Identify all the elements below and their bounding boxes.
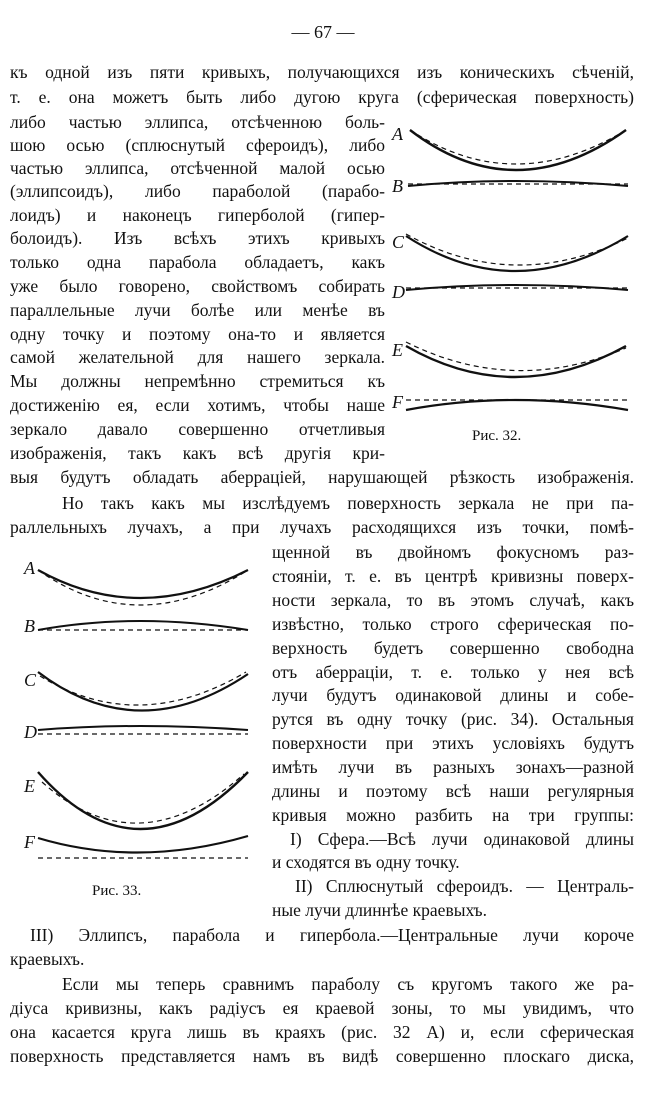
- text-line: имѣть лучи въ разныхъ зонахъ—разной: [272, 757, 634, 777]
- fig32-label-a: A: [392, 124, 403, 144]
- fig32-label-c: C: [392, 232, 405, 252]
- fig33-curve-c-dashed: [40, 672, 246, 705]
- text-line: одну точку и поэтому она-то и является: [10, 324, 385, 344]
- text-line: выя будутъ обладать аберраціей, нарушающей рѣзкость изображенія.: [10, 467, 634, 487]
- fig32-label-d: D: [392, 282, 405, 302]
- text-line: раллельныхъ лучахъ, а при лучахъ расходящихся изъ точки, помѣ-: [10, 517, 634, 537]
- fig32-curve-e-dashed: [406, 342, 626, 371]
- text-line: рутся въ одну точку (рис. 34). Остальныя: [272, 709, 634, 729]
- fig33-label-c: C: [24, 670, 37, 690]
- text-line: достиженію ея, если хотимъ, чтобы наше: [10, 395, 385, 415]
- fig32-curve-e-solid: [406, 346, 626, 377]
- text-line: изображенія, такъ какъ всѣ другія кри-: [10, 443, 385, 463]
- fig33-curve-a-dashed: [38, 570, 248, 605]
- fig33-curve-d-solid: [38, 726, 248, 730]
- fig32-label-f: F: [392, 392, 403, 412]
- text-line: самой желательной для нашего зеркала.: [10, 347, 385, 367]
- text-line: либо частью эллипса, отсѣченною боль-: [10, 112, 385, 132]
- text-line: къ одной изъ пяти кривыхъ, получающихся изъ коническихъ сѣченій,: [10, 62, 634, 82]
- fig33-curve-b-solid: [38, 621, 248, 630]
- text-line: частью эллипса, отсѣченной малой осью: [10, 158, 385, 178]
- text-line: зеркало давало совершенно отчетливыя: [10, 419, 385, 439]
- page-number: — 67 —: [291, 22, 355, 42]
- text-line: уже было говорено, свойствомъ собирать: [10, 276, 385, 296]
- text-line: и сходятся въ одну точку.: [272, 852, 460, 872]
- fig32-label-e: E: [392, 340, 403, 360]
- text-line: параллельные лучи болѣе или менѣе въ: [10, 300, 385, 320]
- text-line: лучи будутъ одинаковой длины и собе-: [272, 685, 634, 705]
- text-line: она касается круга лишь въ краяхъ (рис. 32 А) и, если сферическая: [10, 1022, 634, 1042]
- text-line: II) Сплюснутый сфероидъ. — Централь-: [295, 876, 634, 896]
- text-line: только одна парабола обладаетъ, какъ: [10, 252, 385, 272]
- fig32-curve-f-solid: [406, 400, 628, 410]
- text-line: ности зеркала, то въ этомъ случаѣ, какъ: [272, 590, 634, 610]
- text-line: кривыя можно разбить на три группы:: [272, 805, 634, 825]
- fig33-label-a: A: [24, 558, 35, 578]
- fig32-curve-a-dashed: [410, 130, 626, 164]
- fig32-label-b: B: [392, 176, 403, 196]
- text-line: (эллипсоидъ), либо параболой (парабо-: [10, 181, 385, 201]
- text-line: Но такъ какъ мы изслѣдуемъ поверхность зеркала не при па-: [62, 493, 634, 513]
- text-line: верхность будетъ совершенно свободна: [272, 638, 634, 658]
- fig33-caption: Рис. 33.: [92, 883, 142, 899]
- text-line: краевыхъ.: [10, 949, 85, 969]
- text-line: отъ аберраціи, т. е. только у нея всѣ: [272, 662, 634, 682]
- text-line: щенной въ двойномъ фокусномъ раз-: [272, 542, 634, 562]
- text-line: извѣстно, только строго сферическая по-: [272, 614, 634, 634]
- fig32-curve-a-solid: [410, 130, 626, 170]
- text-line: Если мы теперь сравнимъ параболу съ кругомъ такого же ра-: [62, 974, 634, 994]
- fig33-curve-e-solid: [38, 772, 248, 829]
- text-line: длины и поэтому всѣ наши регулярныя: [272, 781, 634, 801]
- fig33-label-e: E: [24, 776, 35, 796]
- text-line: поверхность представляется намъ въ видѣ совершенно плоскаго диска,: [10, 1046, 634, 1066]
- fig32-curve-c-solid: [406, 236, 628, 271]
- text-line: поверхности при этихъ условіяхъ будутъ: [272, 733, 634, 753]
- text-line: I) Сфера.—Всѣ лучи одинаковой длины: [290, 829, 634, 849]
- text-line: діуса кривизны, какъ радіусъ ея краевой зоны, то мы увидимъ, что: [10, 998, 634, 1018]
- text-line: болоидъ). Изъ всѣхъ этихъ кривыхъ: [10, 228, 385, 248]
- text-line: ные лучи длиннѣе краевыхъ.: [272, 900, 487, 920]
- text-line: III) Эллипсъ, парабола и гипербола.—Центральные лучи короче: [30, 925, 634, 945]
- fig33-label-b: B: [24, 616, 35, 636]
- text-line: стояніи, т. е. въ центрѣ кривизны поверх-: [272, 566, 634, 586]
- figure-32: [388, 118, 638, 418]
- fig32-caption: Рис. 32.: [472, 428, 522, 444]
- fig33-label-d: D: [24, 722, 37, 742]
- text-line: Мы должны непремѣнно стремиться къ: [10, 371, 385, 391]
- fig32-curve-c-dashed: [406, 234, 628, 265]
- text-line: шою осью (сплюснутый сфероидъ), либо: [10, 135, 385, 155]
- fig33-curve-f-solid: [38, 836, 248, 853]
- fig33-label-f: F: [24, 832, 35, 852]
- fig33-curve-e-dashed: [42, 774, 244, 823]
- text-line: лоидъ) и наконецъ гиперболой (гипер-: [10, 205, 385, 225]
- text-line: т. е. она можетъ быть либо дугою круга (сферическая поверхность): [10, 87, 634, 107]
- fig33-curve-a-solid: [38, 570, 248, 598]
- figure-33: [22, 556, 262, 866]
